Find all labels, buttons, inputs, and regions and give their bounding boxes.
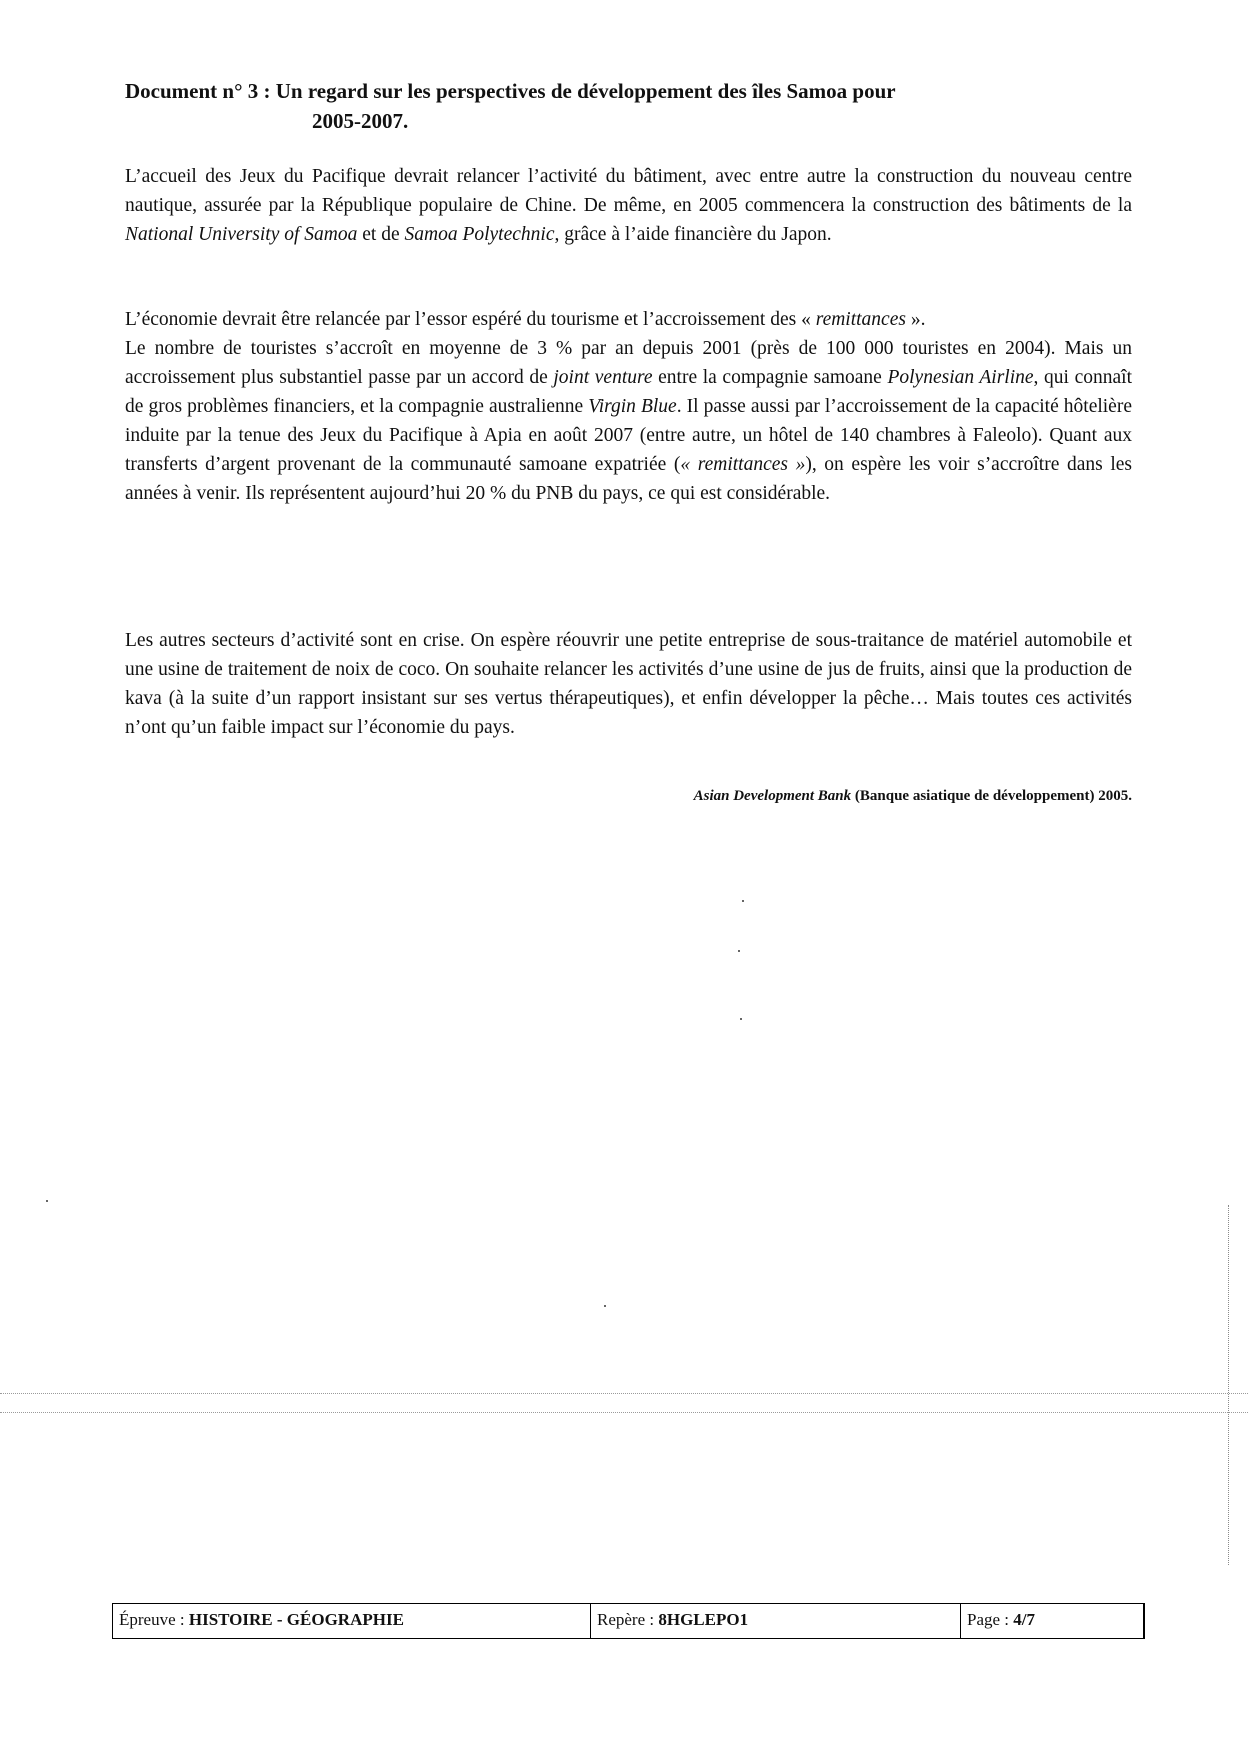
page-value: 4/7 xyxy=(1013,1610,1036,1629)
source-rest: (Banque asiatique de développement) 2005. xyxy=(851,788,1132,804)
dotted-rule-2 xyxy=(0,1412,1248,1413)
epreuve-label: Épreuve : xyxy=(119,1610,189,1629)
footer-page xyxy=(961,1604,1143,1638)
italic-term: joint venture xyxy=(553,367,653,388)
italic-term: remittances xyxy=(815,309,906,330)
page-label: Page : xyxy=(967,1610,1014,1629)
footer-repere xyxy=(591,1604,961,1638)
paragraph-3: Les autres secteurs d’activité sont en crise. On espère réouvrir une petite entreprise de sous-traitance de matériel automobile et une usine de traitement de noix de coco. On souhaite relancer les activités d’une usine de jus de fruits, ainsi que la production de kava (à la suite d’un rapport insistant sur ses vertus thérapeutiques), et enfin développer la pêche… Mais toutes ces activités n’ont qu’un faible impact sur l’économie du pays. xyxy=(125,630,1132,738)
footer-table xyxy=(112,1603,1145,1639)
repere-label: Repère : xyxy=(597,1610,659,1629)
italic-term: « remittances » xyxy=(680,454,806,475)
scan-speck xyxy=(46,1200,48,1202)
title-line-2: 2005-2007. xyxy=(312,109,409,133)
italic-term: Samoa Polytechnic xyxy=(404,224,555,245)
title-line-1: Document n° 3 : Un regard sur les perspectives de développement des îles Samoa pour xyxy=(125,79,896,103)
scan-speck xyxy=(738,950,740,952)
source-bank: Asian Development Bank xyxy=(693,788,852,804)
italic-term: National University of Samoa xyxy=(125,224,358,245)
italic-term: Polynesian Airline xyxy=(887,367,1034,388)
document-title xyxy=(125,76,1085,136)
paragraph-1: L’accueil des Jeux du Pacifique devrait relancer l’activité du bâtiment, avec entre autre la construction du nouveau centre nautique, assurée par la République populaire de Chine. De même, en 2005 commencera la construction des bâtiments de la National University of Samoa et de Samoa Polytechnic, grâce à l’aide financière du Japon. xyxy=(125,166,1132,245)
footer-epreuve xyxy=(113,1604,591,1638)
epreuve-value: HISTOIRE - GÉOGRAPHIE xyxy=(188,1610,404,1629)
source-citation xyxy=(125,788,1132,805)
italic-term: Virgin Blue xyxy=(588,396,677,417)
scan-speck xyxy=(740,1018,742,1020)
scan-speck xyxy=(742,900,744,902)
paragraph-2: L’économie devrait être relancée par l’essor espéré du tourisme et l’accroissement des « remittances ». Le nombre de touristes s’accroît en moyenne de 3 % par an depuis 2001 (près de 100 000 touristes en 2004). Mais un accroissement plus substantiel passe par un accord de joint venture entre la compagnie samoane Polynesian Airline, qui connaît de gros problèmes financiers, et la compagnie australienne Virgin Blue. Il passe aussi par l’accroissement de la capacité hôtelière induite par la tenue des Jeux du Pacifique à Apia en août 2007 (entre autre, un hôtel de 140 chambres à Faleolo). Quant aux transferts d’argent provenant de la communauté samoane expatriée (« remittances »), on espère les voir s’accroître dans les années à venir. Ils représentent aujourd’hui 20 % du PNB du pays, ce qui est considérable. xyxy=(125,309,1132,504)
repere-value: 8HGLEPO1 xyxy=(658,1610,749,1629)
dotted-rule-1 xyxy=(0,1393,1248,1394)
scan-speck xyxy=(604,1305,606,1307)
scan-edge-line xyxy=(1228,1205,1229,1565)
